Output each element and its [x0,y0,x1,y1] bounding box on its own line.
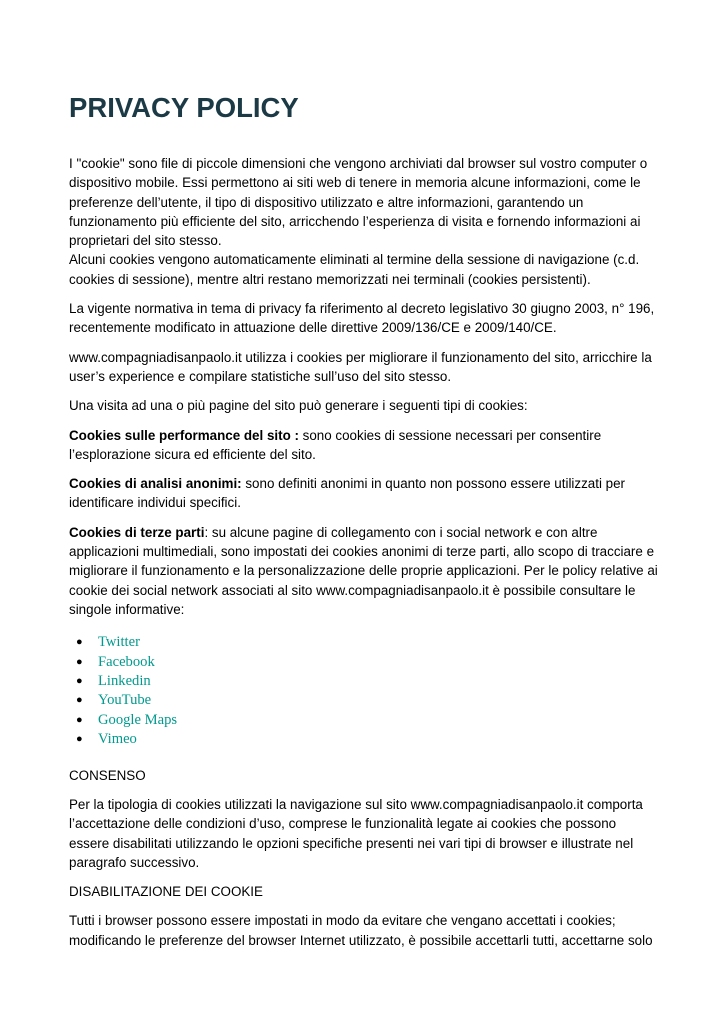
legislation-paragraph: La vigente normativa in tema di privacy fa riferimento al decreto legislativo 30 giugno 2003, n° 196, recentemente modificato in attuazione delle direttive 2009/136/CE e 2009/140/CE. [69,301,655,336]
site-usage-paragraph: www.compagniadisanpaolo.it utilizza i cookies per migliorare il funzionamento del sito, arricchire la user’s experience e compilare statistiche sull’uso del sito stesso. [69,349,652,384]
list-item [69,711,659,730]
list-item [69,672,659,691]
third-party-cookies-paragraph [69,523,659,619]
bullet-icon: ● [76,675,83,688]
list-item [69,633,659,652]
document-body [69,154,659,960]
link-google-maps[interactable]: Google Maps [98,711,178,728]
bullet-icon: ● [76,733,83,746]
list-item [69,691,659,710]
bullet-icon: ● [76,694,83,707]
performance-cookies-paragraph [69,426,659,465]
analytics-cookies-paragraph [69,474,659,513]
cookie-types-intro: Una visita ad una o più pagine del sito può generare i seguenti tipi di cookies: [69,398,528,414]
list-item [69,653,659,672]
page-title: PRIVACY POLICY [69,92,299,123]
analytics-cookies-label: Cookies di analisi anonimi: [69,476,242,492]
intro-paragraph-1: I "cookie" sono file di piccole dimensioni che vengono archiviati dal browser sul vostro computer o dispositivo mobile. Essi permettono ai siti web di tenere in memoria alcune informazioni, come le preferenze dell’utente, il tipo di dispositivo utilizzato e altre informazioni, garantendo un funzionamento più efficiente del sito, arricchendo l’esperienza di visita e fornendo informazioni ai proprietari del sito stesso. [69,156,648,249]
link-youtube[interactable]: YouTube [98,692,152,709]
performance-cookies-label: Cookies sulle performance del sito : [69,427,299,443]
analytics-cookies-text: sono definiti anonimi in quanto non possono essere utilizzati per identificare individui specifici. [69,476,625,511]
link-linkedin[interactable]: Linkedin [98,673,151,690]
consent-heading: CONSENSO [69,767,146,783]
list-item [69,730,659,749]
consent-paragraph: Per la tipologia di cookies utilizzati la navigazione sul sito www.compagniadisanpaolo.it comporta l’accettazione delle condizioni d’uso, comprese le funzionalità legate ai cookies che possono essere disabilitati utilizzando le opzioni specifiche presenti nei vari tipi di browser e illustrate nel paragrafo successivo. [69,796,643,870]
disable-cookies-heading: DISABILITAZIONE DEI COOKIE [69,884,263,900]
link-twitter[interactable]: Twitter [98,634,140,651]
third-party-cookies-text: : su alcune pagine di collegamento con i social network e con altre applicazioni multimediali, sono impostati dei cookies anonimi di terze parti, allo scopo di tracciare e migliorare il funzionamento e la personalizzazione delle proprie applicazioni. Per le policy relative ai cookie dei social network associati al sito www.compagniadisanpaolo.it è possibile consultare le singole informative: [69,524,658,617]
intro-paragraph-2: Alcuni cookies vengono automaticamente eliminati al termine della sessione di navigazione (c.d. cookies di sessione), mentre altri restano memorizzati nei terminali (cookies persistenti). [69,252,640,287]
performance-cookies-text: sono cookies di sessione necessari per consentire l’esplorazione sicura ed efficiente del sito. [69,427,602,462]
third-party-cookies-label: Cookies di terze parti [69,524,205,540]
link-facebook[interactable]: Facebook [98,653,155,670]
social-links-list [69,633,659,749]
bullet-icon: ● [76,655,83,668]
bullet-icon: ● [76,636,83,649]
bullet-icon: ● [76,713,83,726]
link-vimeo[interactable]: Vimeo [98,731,137,748]
disable-cookies-paragraph: Tutti i browser possono essere impostati in modo da evitare che vengano accettati i cookies; modificando le preferenze del browser Internet utilizzato, è possibile accettarli tutti, accettarne solo [69,913,653,948]
